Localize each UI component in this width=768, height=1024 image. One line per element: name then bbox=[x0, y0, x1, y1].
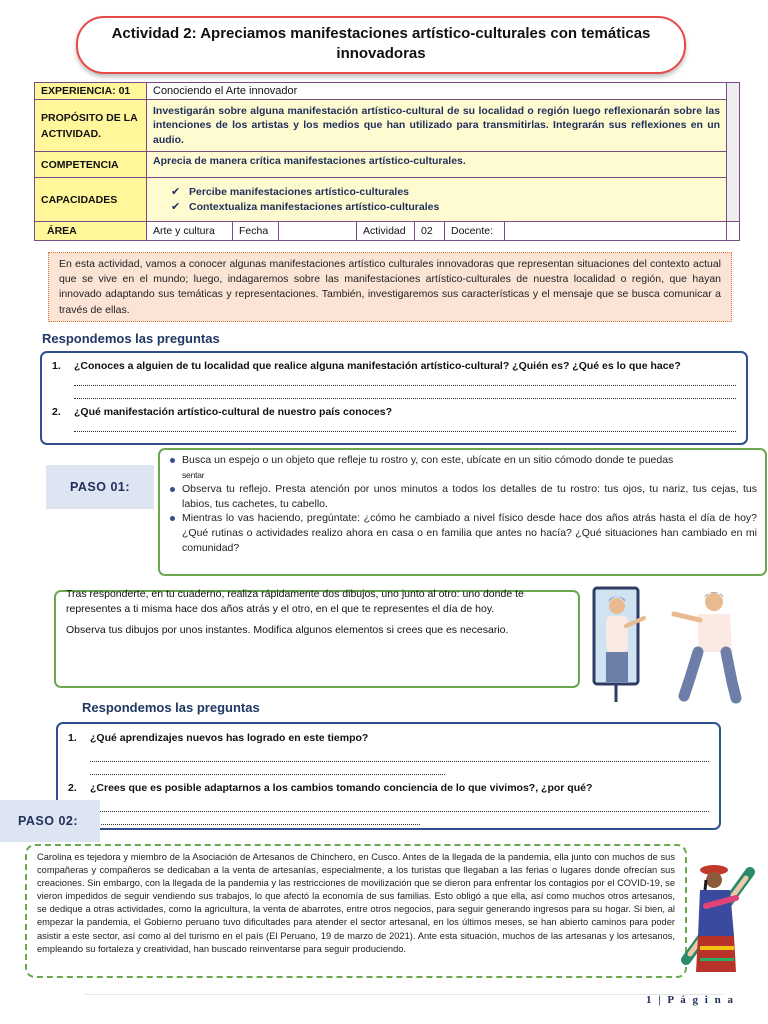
proposito-label-text: PROPÓSITO DE LA ACTIVIDAD. bbox=[41, 111, 138, 140]
instruction-text-wrap: sentar bbox=[182, 469, 205, 480]
table-side-cell bbox=[727, 83, 740, 222]
checkmark-icon: ✔ bbox=[171, 185, 181, 198]
experiencia-value bbox=[147, 83, 727, 100]
bullet-icon bbox=[170, 458, 175, 463]
answer-line[interactable] bbox=[90, 749, 709, 762]
activity-title-line1: Actividad 2: Apreciamos manifestaciones artístico-culturales con temáticas bbox=[111, 25, 651, 42]
carolina-story-box: Carolina es tejedora y miembro de la Asociación de Artesanos de Chinchero, en Cusco. Antes de la llegada de la pandemia, ella junto con muchos de sus compañeras y compañeros se dedicaban a la venta de artesanías, especialmente, a los turistas que llegaban a las ferias o lugares donde ofrecían sus creaciones. Sin embargo, con la llegada de la pandemia y las restricciones de movilización que se dieron para enfrentar los contagios por el COVID-19, se vieron impedidos de seguir vendiendo sus trabajos, lo que afectó la economía de sus familias. Esto obligó a que ella, así como muchos otros artesanos, se dedique a otras actividades, como la agricultura, la venta de abarrotes, entre otros negocios, para seguir generando ingresos para su hogar. Si bien, al empezar la pandemia, el Gobierno peruano tuvo dificultades para atender el sector artesanal, en los últimos meses, se han abierto caminos para poder asistir a este sector, así como al del turismo en el país (El Peruano, 19 de marzo de 2021). Ante esta situación, muchos de las artesanas y los artesanos, empleando su fortaleza y creatividad, han buscado reinventarse para seguir produciendo. bbox=[25, 844, 687, 978]
activity-title-line2: innovadoras bbox=[336, 45, 426, 62]
question-text: ¿Conoces a alguien de tu localidad que realice alguna manifestación artístico-cultural? ¿Quién es? ¿Qué es lo que hace? bbox=[74, 360, 681, 372]
question-number: 2. bbox=[52, 406, 61, 418]
question-number: 1. bbox=[68, 732, 77, 744]
bullet-icon bbox=[170, 487, 175, 492]
answer-line[interactable] bbox=[90, 799, 709, 812]
paso-01-instructions bbox=[158, 448, 767, 576]
drawing-instruction-1: Tras responderte, en tu cuaderno, realiza rápidamente dos dibujos, uno junto al otro: uno donde te representes a ti misma hace dos años atrás y el otro, en el que te representes el día de hoy. bbox=[66, 588, 524, 615]
table-end-cell bbox=[727, 222, 740, 241]
actividad-label: Actividad bbox=[357, 222, 415, 241]
fecha-field[interactable] bbox=[279, 222, 357, 241]
question-text: ¿Qué aprendizajes nuevos has logrado en este tiempo? bbox=[90, 732, 369, 744]
answer-line[interactable] bbox=[74, 386, 736, 399]
question-item bbox=[68, 781, 709, 795]
bullet-icon bbox=[170, 516, 175, 521]
actividad-value: 02 bbox=[415, 222, 445, 241]
intro-box: En esta actividad, vamos a conocer algunas manifestaciones artístico culturales innovadoras que representan situaciones del contexto actual que se vive en el mundo; luego, indagaremos sobre las manifestaciones artístico-culturales de nuestra localidad o región, que hayan innovado adaptando sus temáticas y representaciones. También, investigaremos sus características y el mensaje que se busca comunicar a través de ellas. bbox=[48, 252, 732, 322]
capacidad-item bbox=[167, 185, 720, 200]
answer-line[interactable] bbox=[90, 762, 445, 775]
questions-box-2 bbox=[56, 722, 721, 830]
drawing-instruction-2: Observa tus dibujos por unos instantes. Modifica algunos elementos si crees que es necesario. bbox=[66, 624, 509, 636]
question-item bbox=[52, 405, 736, 419]
capacidad-item bbox=[167, 200, 720, 215]
mirror-reflection-illustration bbox=[586, 586, 746, 704]
competencia-label: COMPETENCIA bbox=[35, 152, 147, 178]
instruction-text: Mientras lo vas haciendo, pregúntate: ¿cómo he cambiado a nivel físico desde hace dos años atrás hasta el día de hoy? ¿Qué rutinas o actividades realizo ahora en casa o en familia que antes no hacía? ¿Qué situaciones han cambiado en mi comunidad? bbox=[182, 512, 757, 554]
activity-title-box bbox=[76, 16, 686, 74]
capacidades-list bbox=[147, 178, 727, 222]
answer-line[interactable] bbox=[74, 373, 736, 386]
experiencia-name: Arte innovador bbox=[225, 85, 298, 97]
footer-divider bbox=[84, 994, 724, 995]
docente-field[interactable] bbox=[505, 222, 727, 241]
drawing-instructions-box bbox=[54, 590, 580, 688]
section1-heading: Respondemos las preguntas bbox=[42, 331, 220, 346]
question-number: 1. bbox=[52, 360, 61, 372]
question-text: ¿Crees que es posible adaptarnos a los cambios tomando conciencia de lo que vivimos?, ¿por qué? bbox=[90, 782, 593, 794]
questions-box-1 bbox=[40, 351, 748, 445]
fecha-label: Fecha bbox=[233, 222, 279, 241]
area-label: ÁREA bbox=[35, 222, 147, 241]
answer-line[interactable] bbox=[90, 812, 420, 825]
paso-01-label: PASO 01: bbox=[46, 465, 154, 509]
activity-info-table bbox=[34, 82, 740, 241]
capacidad-text: Contextualiza manifestaciones artístico-culturales bbox=[189, 200, 440, 213]
instruction-item bbox=[168, 453, 757, 482]
answer-line[interactable] bbox=[74, 419, 736, 432]
page-number: 1 | P á g i n a bbox=[646, 994, 735, 1006]
capacidades-label: CAPACIDADES bbox=[35, 178, 147, 222]
question-text: ¿Qué manifestación artístico-cultural de nuestro país conoces? bbox=[74, 406, 392, 418]
question-item bbox=[52, 359, 736, 373]
section2-heading: Respondemos las preguntas bbox=[82, 700, 260, 715]
experiencia-prefix: Conociendo el bbox=[153, 85, 226, 97]
area-value: Arte y cultura bbox=[147, 222, 233, 241]
capacidad-text: Percibe manifestaciones artístico-culturales bbox=[189, 185, 410, 198]
docente-label: Docente: bbox=[445, 222, 505, 241]
instruction-text: Busca un espejo o un objeto que refleje tu rostro y, con este, ubícate en un sitio cómodo donde te puedas bbox=[182, 454, 674, 466]
instruction-text: Observa tu reflejo. Presta atención por unos minutos a todos los detalles de tu rostro: tus ojos, tu nariz, tus cejas, tus labios, tus cachetes, tu cabello. bbox=[182, 483, 757, 510]
question-item bbox=[68, 731, 709, 745]
proposito-label bbox=[35, 100, 147, 152]
paso-02-label: PASO 02: bbox=[0, 800, 100, 842]
checkmark-icon: ✔ bbox=[171, 200, 181, 213]
competencia-text: Aprecia de manera crítica manifestaciones artístico-culturales. bbox=[147, 152, 727, 178]
experiencia-label: EXPERIENCIA: 01 bbox=[35, 83, 147, 100]
weaver-woman-illustration bbox=[676, 862, 756, 982]
instruction-item bbox=[168, 511, 757, 555]
question-number: 2. bbox=[68, 782, 77, 794]
paso-01-list bbox=[160, 450, 765, 555]
proposito-text: Investigarán sobre alguna manifestación artístico-cultural de su localidad o región luego reflexionarán sobre las intenciones de los artistas y los medios que han utilizado para transmitirlas. Integrarán sus reflexiones en un audio. bbox=[147, 100, 727, 152]
instruction-item bbox=[168, 482, 757, 511]
